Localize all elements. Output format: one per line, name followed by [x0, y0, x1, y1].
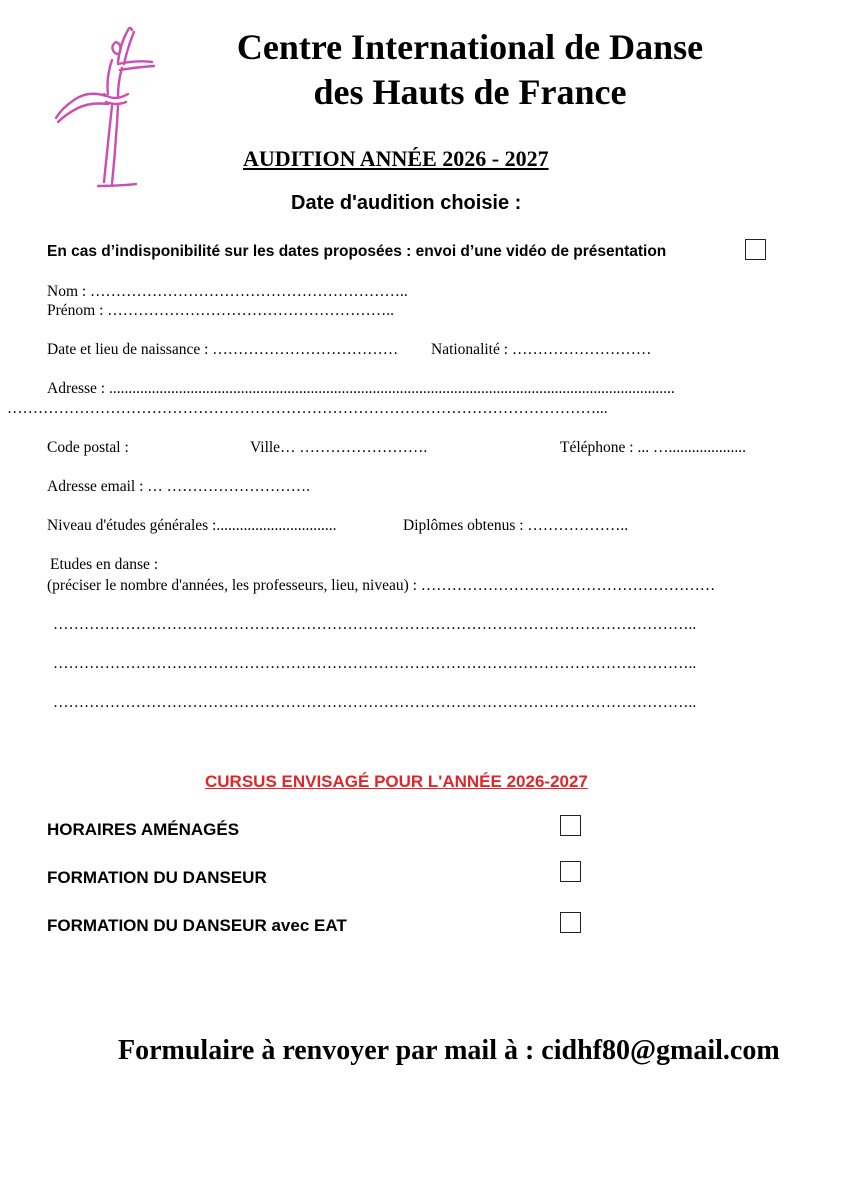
- audition-title: AUDITION ANNÉE 2026 - 2027: [243, 146, 549, 171]
- birth-date-place-field[interactable]: Date et lieu de naissance : ………………………………: [47, 341, 399, 358]
- video-option-checkbox[interactable]: [745, 239, 766, 260]
- prenom-field[interactable]: Prénom : ………………………………………………..: [47, 302, 395, 319]
- education-level-field[interactable]: Niveau d'études générales :...............................: [47, 517, 337, 534]
- dancer-silhouette-icon: [48, 22, 158, 192]
- option-formation-danseur-label: FORMATION DU DANSEUR: [47, 868, 267, 887]
- option-horaires-amenages-label: HORAIRES AMÉNAGÉS: [47, 820, 240, 839]
- dance-studies-line3[interactable]: ……………………………………………………………………………………………………………..: [53, 694, 697, 711]
- option-formation-danseur-eat-label: FORMATION DU DANSEUR avec EAT: [47, 916, 347, 935]
- page-title-line2: des Hauts de France: [313, 72, 627, 112]
- nom-field[interactable]: Nom : ……………………………………………………..: [47, 283, 408, 300]
- dance-studies-line1[interactable]: ……………………………………………………………………………………………………………..: [53, 616, 697, 633]
- phone-field[interactable]: Téléphone : ... …....................: [560, 439, 746, 456]
- audition-date-label: Date d'audition choisie :: [291, 192, 522, 214]
- dance-studies-detail-field[interactable]: (préciser le nombre d'années, les professeurs, lieu, niveau) : …………………………………………………: [47, 577, 716, 594]
- email-field[interactable]: Adresse email : … ……………………….: [47, 478, 311, 495]
- dance-studies-label: Etudes en danse :: [50, 556, 159, 573]
- postal-code-field[interactable]: Code postal :: [47, 439, 129, 456]
- option-formation-danseur-eat-checkbox[interactable]: [560, 912, 581, 933]
- address-field[interactable]: Adresse : ..................................................................................................................................................: [47, 380, 675, 397]
- option-formation-danseur-checkbox[interactable]: [560, 861, 581, 882]
- video-option-label: En cas d’indisponibilité sur les dates proposées : envoi d’une vidéo de présentation: [47, 243, 667, 260]
- nationality-field[interactable]: Nationalité : ………………………: [431, 341, 652, 358]
- dance-studies-line2[interactable]: ……………………………………………………………………………………………………………..: [53, 655, 697, 672]
- diplomas-field[interactable]: Diplômes obtenus : ………………..: [403, 517, 629, 534]
- page-title-line1: Centre International de Danse: [236, 27, 704, 67]
- address-line2-field[interactable]: ……………………………………………………………………………………………………...: [7, 400, 608, 417]
- city-field[interactable]: Ville… …………………….: [250, 439, 428, 456]
- footer-instructions: Formulaire à renvoyer par mail à : cidhf80@gmail.com: [118, 1035, 780, 1066]
- cursus-title: CURSUS ENVISAGÉ POUR L'ANNÉE 2026-2027: [205, 772, 588, 791]
- option-horaires-amenages-checkbox[interactable]: [560, 815, 581, 836]
